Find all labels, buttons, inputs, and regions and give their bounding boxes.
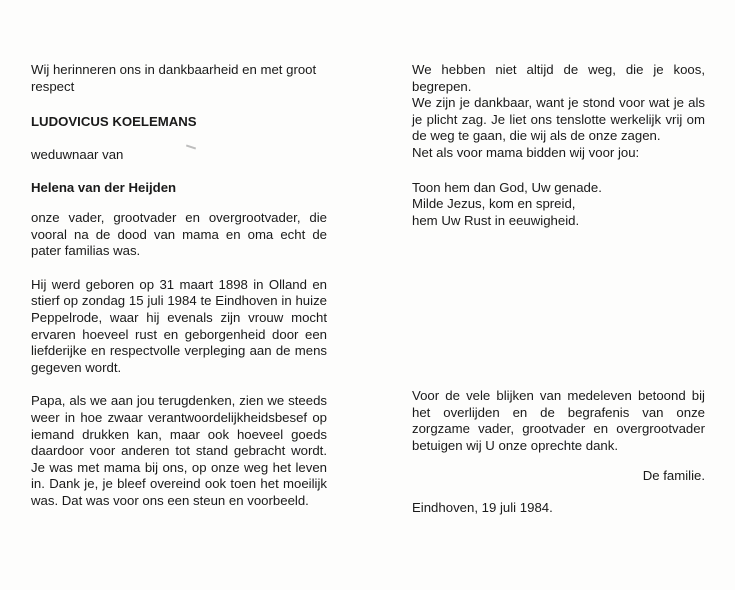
poem-line: Net als voor mama bidden wij voor jou: <box>412 144 640 160</box>
deceased-name: LUDOVICUS KOELEMANS <box>31 114 197 130</box>
wife-name: Helena van der Heijden <box>31 180 177 196</box>
description-text: onze vader, grootvader en overgrootvader, die vooral na de dood van mama en oma echt de pater familias was. <box>31 209 327 259</box>
prayer-block <box>412 180 705 230</box>
prayer-line: Milde Jezus, kom en spreid, <box>412 196 576 212</box>
poem-block <box>412 62 705 162</box>
life-text: Hij werd geboren op 31 maart 1898 in Olland en stierf op zondag 15 juli 1984 te Eindhoven in huize Peppelrode, waar hij evenals zijn vrouw mocht ervaren hoeveel rust en geborgenheid door een liefderijke en respectvolle verpleging aan de mens gegeven wordt. <box>31 276 327 375</box>
widower-of-text: weduwnaar van <box>31 146 124 162</box>
poem-line: We hebben niet altijd de weg, die je koos, begrepen. <box>412 62 705 94</box>
intro-text: Wij herinneren ons in dankbaarheid en met groot respect <box>31 62 317 94</box>
thanks-text: Voor de vele blijken van medeleven betoond bij het overlijden en de begrafenis van onze zorgzame vader, grootvader en overgrootvader betuigen wij U onze oprechte dank. <box>412 388 705 453</box>
signature-text: De familie. <box>642 468 705 483</box>
memory-text: Papa, als we aan jou terugdenken, zien we steeds weer in hoe zwaar verantwoordelijkheidsbesef op iemand drukken kan, maar ook hoeveel goeds daardoor voor anderen tot stand gebracht wordt. Je was met mama bij ons, op onze weg het leven in. Dank je, je bleef overeind ook toen het moeilijk was. Dat was voor ons een steun en voorbeeld. <box>31 393 327 508</box>
place-date-text: Eindhoven, 19 juli 1984. <box>412 500 553 515</box>
prayer-line: Toon hem dan God, Uw genade. <box>412 179 602 195</box>
left-column <box>31 62 327 509</box>
prayer-line: hem Uw Rust in eeuwigheid. <box>412 212 580 228</box>
poem-line: We zijn je dankbaar, want je stond voor wat je als je plicht zag. Je liet ons tenslotte werkelijk vrij om de weg te gaan, die wij als de onze zagen. <box>412 95 705 144</box>
right-column <box>412 62 705 229</box>
